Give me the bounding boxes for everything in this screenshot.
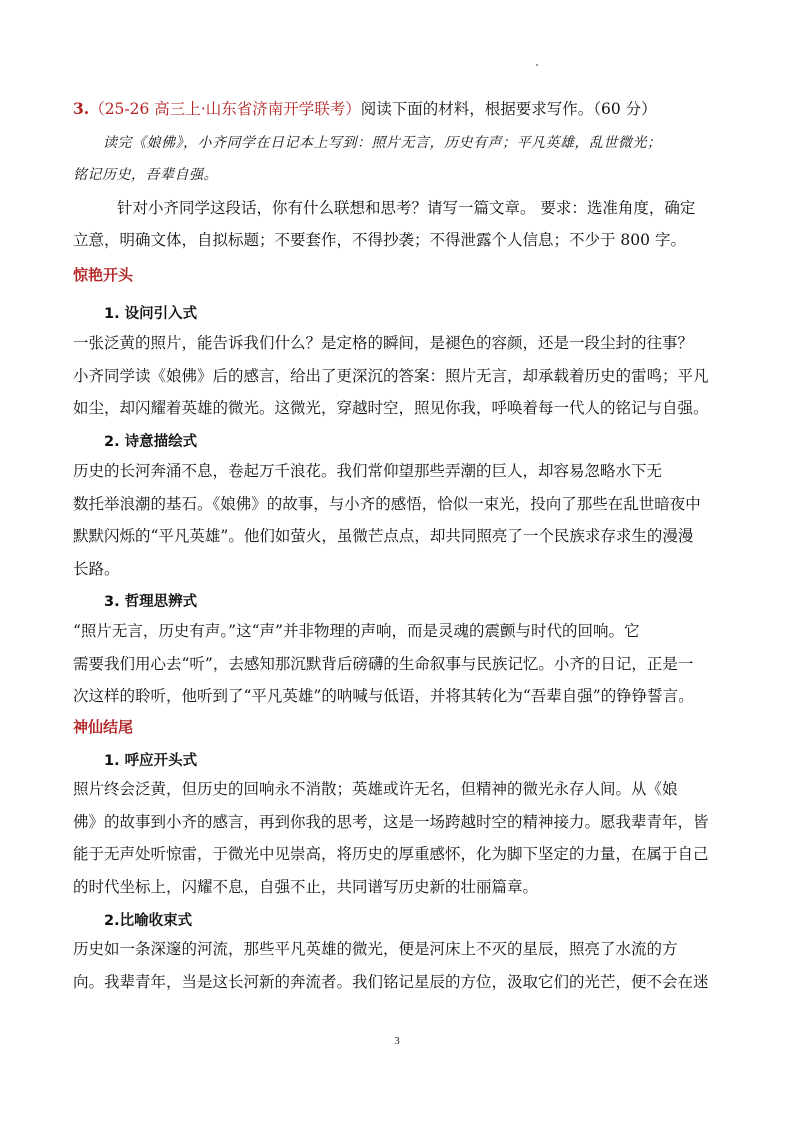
text-line: 的时代坐标上，闪耀不息，自强不止，共同谱写历史新的壮丽篇章。 [73,877,539,896]
text-line: 佛》的故事到小齐的感言，再到你我的思考，这是一场跨越时空的精神接力。愿我辈青年，皆 [73,812,709,831]
question-source: （25-26 高三上·山东省济南开学联考） [89,100,361,118]
question-instruction: 阅读下面的材料，根据要求写作。（60 分） [360,100,657,118]
text-line: 一张泛黄的照片，能告诉我们什么？是定格的瞬间，是褪色的容颜，还是一段尘封的往事？ [73,334,694,352]
text-line: 需要我们用心去“听”，去感知那沉默背后磅礴的生命叙事与民族记忆。小齐的日记，正是一 [73,654,694,673]
opening-item-2-text [73,455,725,585]
text-line: 能于无声处听惊雷，于微光中见崇高，将历史的厚重感怀，化为脚下坚定的力量，在属于自己 [73,845,709,863]
opening-item-3-text [73,615,725,713]
ending-item-2-text [73,933,725,998]
text-line: 历史如一条深邃的河流，那些平凡英雄的微光，便是河床上不灭的星辰，照亮了水流的方 [73,940,678,958]
text-line: 照片终会泛黄，但历史的回响永不消散；英雄或许无名，但精神的微光永存人间。从《娘 [73,780,678,798]
ending-item-2-title: 2.比喻收束式 [104,913,193,929]
text-line: 向。我辈青年，当是这长河新的奔流者。我们铭记星辰的方位，汲取它们的光芒，便不会在迷 [73,972,709,991]
opening-item-2-title: 2. 诗意描绘式 [104,434,198,450]
opening-heading: 惊艳开头 [73,266,134,284]
text-line: 数托举浪潮的基石。《娘佛》的故事，与小齐的感悟，恰似一束光，投向了那些在乱世暗夜中 [73,494,701,513]
page-number: 3 [394,1035,400,1047]
text-line: 小齐同学读《娘佛》后的感言，给出了更深沉的答案：照片无言，却承载着历史的雷鸣；平凡 [73,366,709,385]
task-line-2: 立意，明确文体，自拟标题；不要套作，不得抄袭；不得泄露个人信息；不少于 800 字。 [73,231,686,249]
text-line: 历史的长河奔涌不息，卷起万千浪花。我们常仰望那些弄潮的巨人，却容易忽略水下无 [73,462,663,480]
material-line-2: 铭记历史，吾辈自强。 [73,167,218,183]
text-line: 次这样的聆听，他听到了“平凡英雄”的呐喊与低语，并将其转化为“吾辈自强”的铮铮誓言。 [73,687,694,705]
text-line: 如尘，却闪耀着英雄的微光。这微光，穿越时空，照见你我，呼唤着每一代人的铭记与自强。 [73,399,709,417]
opening-item-3-title: 3. 哲理思辨式 [104,594,198,610]
ending-heading: 神仙结尾 [73,718,134,736]
opening-item-1-text [73,327,725,425]
question-header [73,94,725,124]
ending-item-1-text [73,773,725,903]
text-line: 长路。 [73,559,120,578]
opening-item-1-title: 1. 设问引入式 [104,306,198,322]
page-dot-mark [536,64,538,66]
material-line-1: 读完《娘佛》，小齐同学在日记本上写到：照片无言，历史有声；平凡英雄，乱世微光； [103,135,662,151]
text-line: 默默闪烁的“平凡英雄”。他们如萤火，虽微芒点点，却共同照亮了一个民族求存求生的漫漫 [73,527,694,545]
question-number: 3. [73,99,90,118]
text-line: “照片无言，历史有声。”这“声”并非物理的声响，而是灵魂的震颤与时代的回响。它 [73,622,640,640]
ending-item-1-title: 1. 呼应开头式 [104,753,198,769]
task-line-1: 针对小齐同学这段话，你有什么联想和思考？请写一篇文章。 要求：选准角度，确定 [117,199,696,217]
